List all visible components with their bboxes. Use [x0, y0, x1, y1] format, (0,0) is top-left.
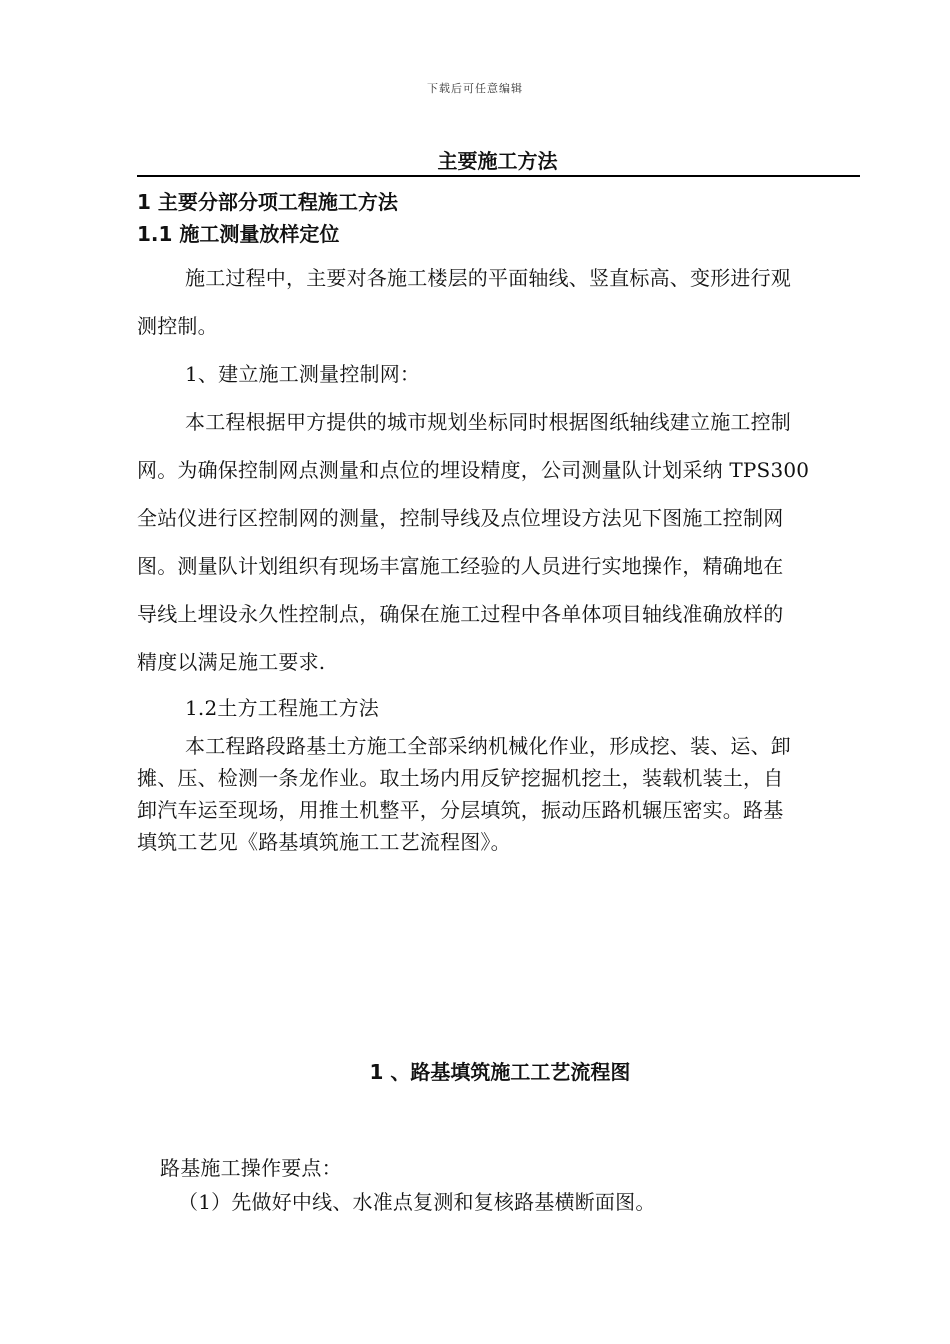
para1-line-2: 测控制。: [137, 314, 218, 338]
document-title: 主要施工方法: [437, 149, 558, 173]
para2-line-4: 图。测量队计划组织有现场丰富施工经验的人员进行实地操作，精确地在: [137, 554, 784, 578]
point-1: （1）先做好中线、水准点复测和复核路基横断面图。: [178, 1190, 656, 1214]
section-heading-1-2: 1.2土方工程施工方法: [185, 696, 380, 720]
para3-line-3: 卸汽车运至现场，用推土机整平，分层填筑，振动压路机辗压密实。路基: [137, 798, 784, 822]
para2-line-1: 本工程根据甲方提供的城市规划坐标同时根据图纸轴线建立施工控制: [185, 410, 791, 434]
para3-line-2: 摊、压、检测一条龙作业。取土场内用反铲挖掘机挖土，装载机装土，自: [137, 766, 784, 790]
para3-line-4: 填筑工艺见《路基填筑施工工艺流程图》。: [137, 830, 511, 854]
para2-line-3: 全站仪进行区控制网的测量，控制导线及点位埋设方法见下图施工控制网: [137, 506, 784, 530]
title-rule: [137, 175, 860, 177]
section-heading-1: 1 主要分部分项工程施工方法: [137, 190, 398, 214]
figure-caption: 1 、路基填筑施工工艺流程图: [369, 1060, 631, 1084]
para2-line-5: 导线上埋设永久性控制点，确保在施工过程中各单体项目轴线准确放样的: [137, 602, 784, 626]
section-heading-1-1: 1.1 施工测量放样定位: [137, 222, 340, 246]
para3-line-1: 本工程路段路基土方施工全部采纳机械化作业，形成挖、装、运、卸: [185, 734, 791, 758]
para2-line-6: 精度以满足施工要求.: [137, 650, 326, 674]
page-header: 下载后可任意编辑: [427, 82, 523, 95]
subheading: 路基施工操作要点：: [160, 1156, 342, 1180]
item1-heading: 1、建立施工测量控制网：: [185, 362, 421, 386]
para1-line-1: 施工过程中，主要对各施工楼层的平面轴线、竖直标高、变形进行观: [185, 266, 791, 290]
para2-line-2: 网。为确保控制网点测量和点位的埋设精度，公司测量队计划采纳 TPS300: [137, 458, 810, 482]
